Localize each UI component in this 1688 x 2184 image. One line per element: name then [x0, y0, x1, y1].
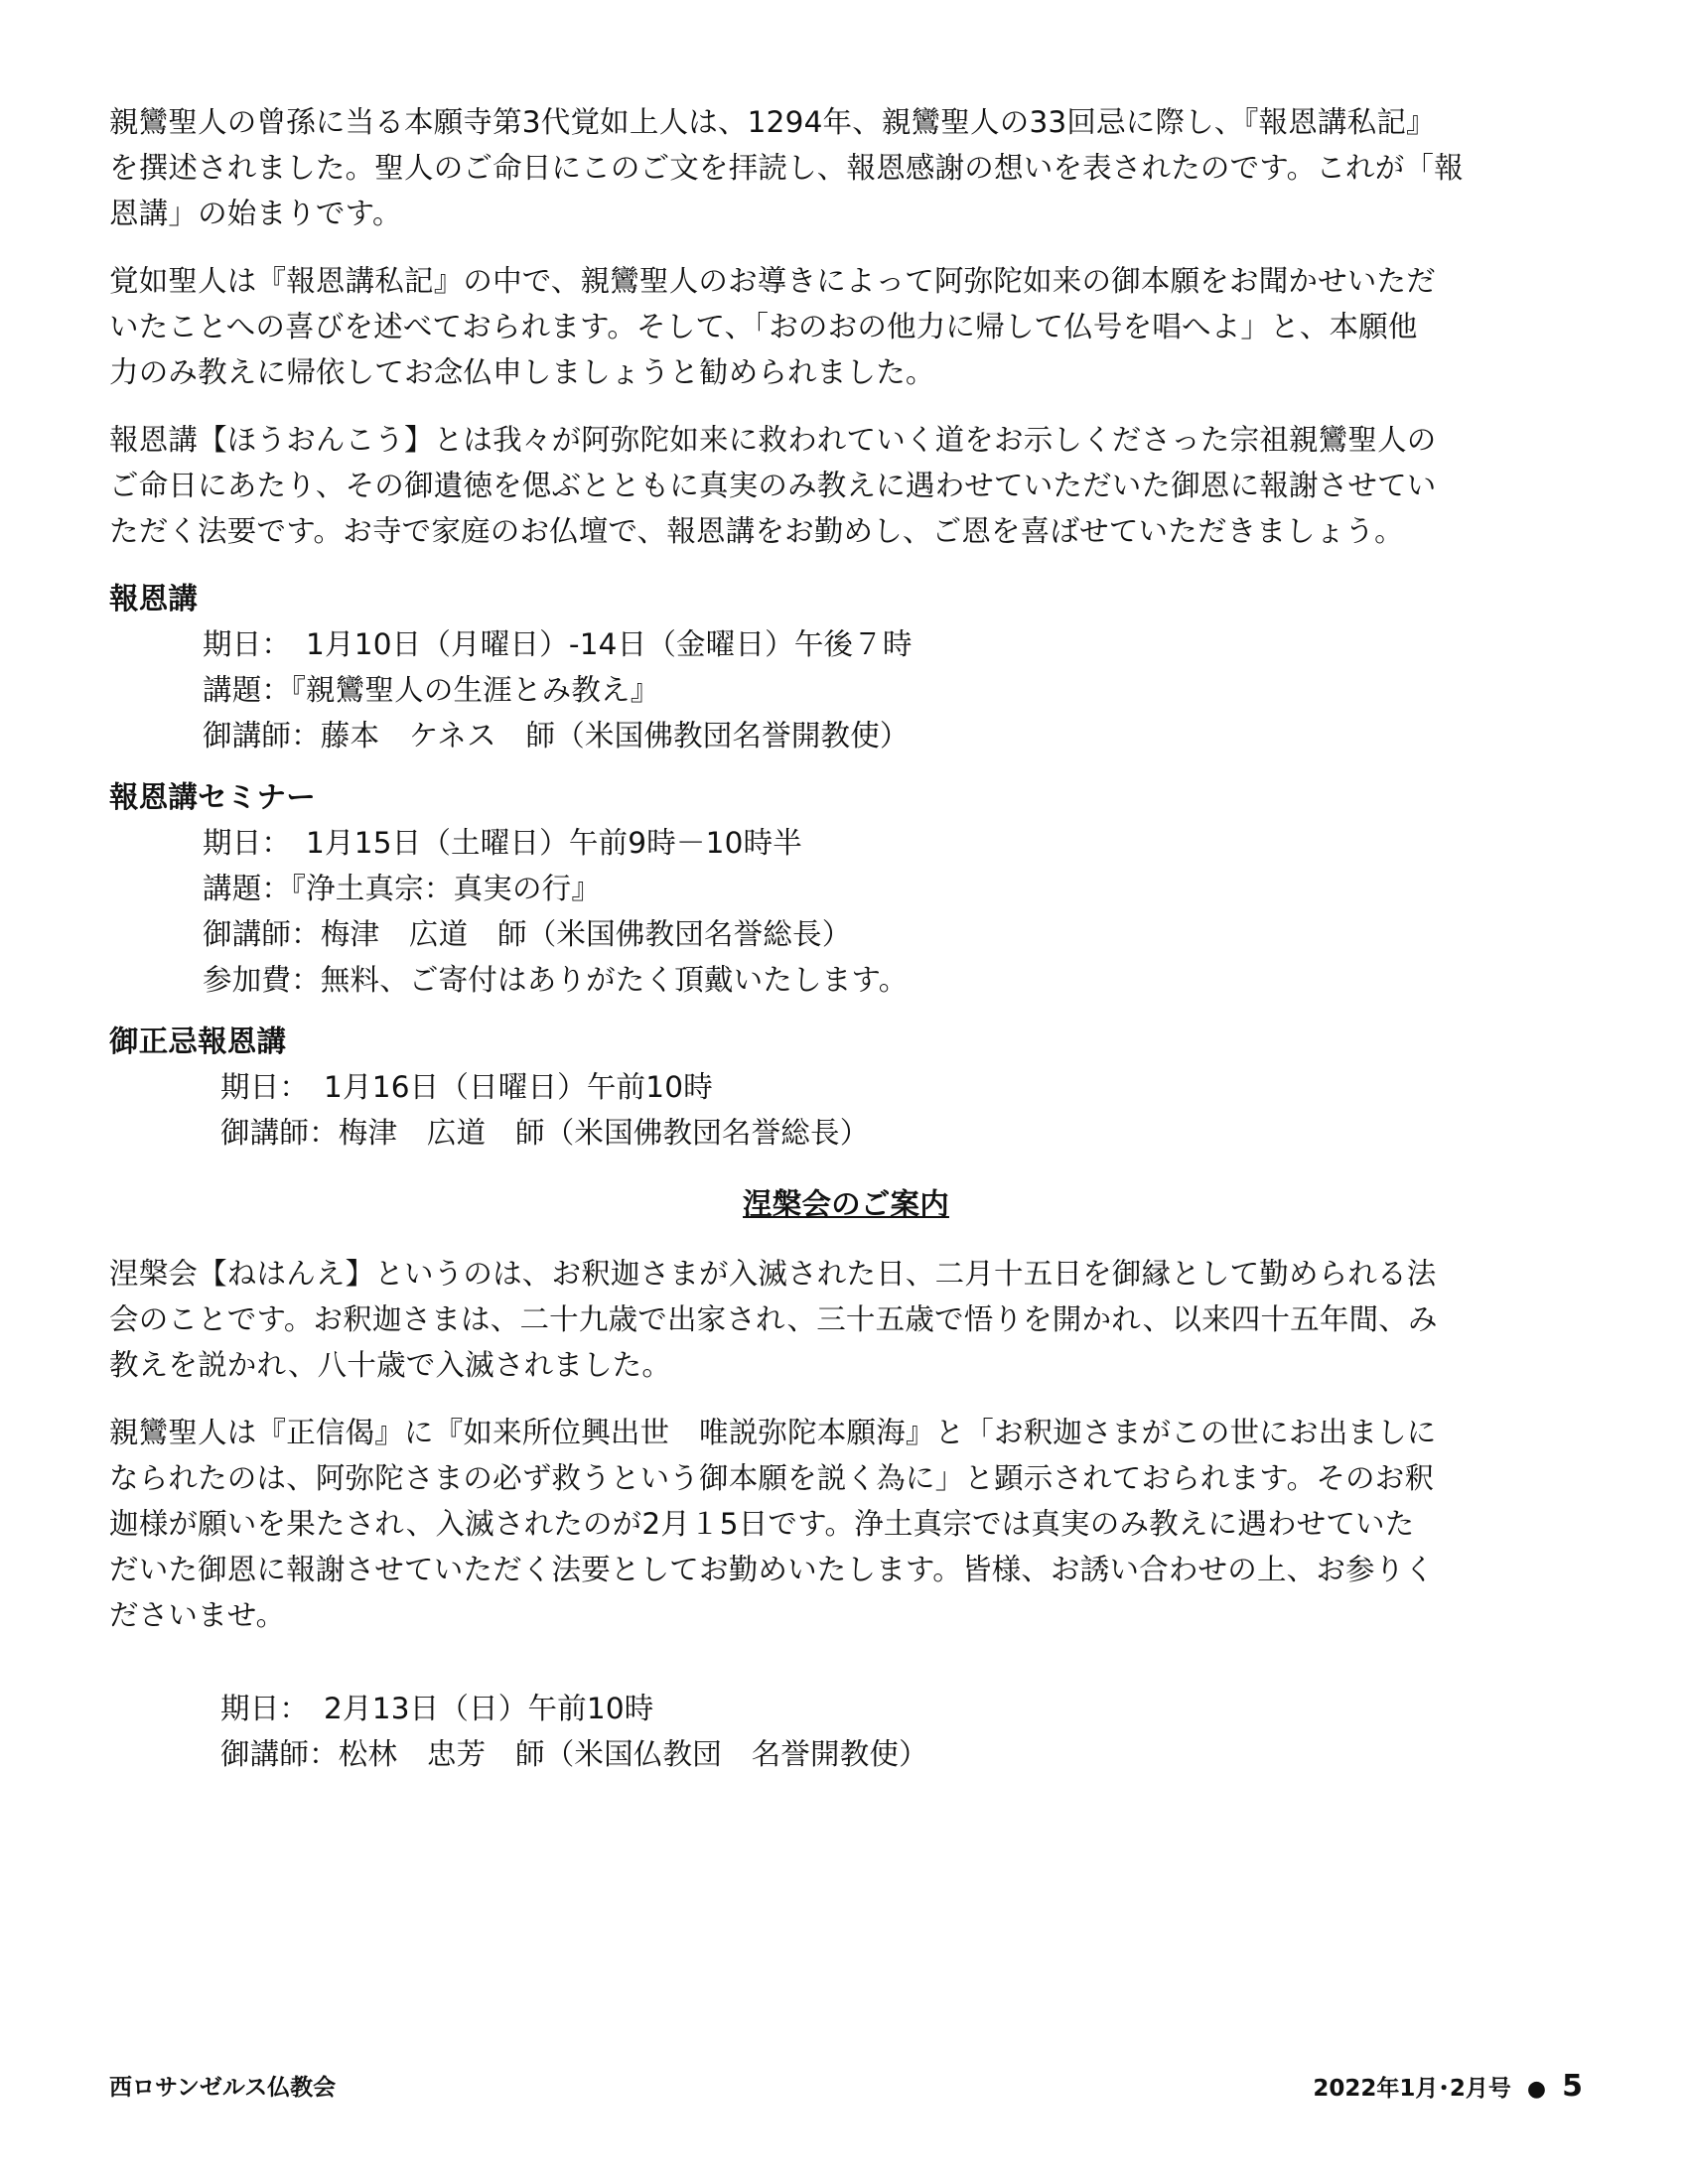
footer-issue: 2022年1月･2月号 — [1313, 2076, 1511, 2102]
footer-issue-info — [1313, 2069, 1583, 2104]
seminar-title: 報恩講セミナー — [109, 780, 316, 814]
event-speaker: 御講師：梅津 広道 師（米国佛教団名誉総長） — [203, 917, 852, 951]
text-line: ただく法要です。お寺で家庭のお仏壇で、報恩講をお勤めし、ご恩を喜ばせていただきましょう。 — [109, 514, 1404, 548]
hoonko-details — [109, 621, 1583, 758]
hoonko-title: 報恩講 — [109, 582, 199, 615]
text-line: だいた御恩に報謝させていただく法要としてお勤めいたします。皆様、お誘い合わせの上、お参りく — [109, 1553, 1435, 1586]
goshoki-title: 御正忌報恩講 — [109, 1024, 287, 1058]
text-line: 覚如聖人は『報恩講私記』の中で、親鸞聖人のお導きによって阿弥陀如来の御本願をお聞かせいただ — [109, 264, 1436, 298]
text-line: 恩講」の始まりです。 — [109, 197, 402, 230]
seminar-details — [109, 820, 1583, 1003]
event-topic: 講題：『浄土真宗：真実の行』 — [203, 872, 602, 905]
text-line: 報恩講【ほうおんこう】とは我々が阿弥陀如来に救われていく道をお示しくださった宗祖親鸞聖人の — [109, 423, 1437, 457]
text-line: 会のことです。お釈迦さまは、二十九歳で出家され、三十五歳で悟りを開かれ、以来四十五年間、み — [109, 1302, 1438, 1336]
event-date: 期日： 1月15日（土曜日）午前9時－10時半 — [203, 826, 802, 860]
text-line: ださいませ。 — [109, 1598, 286, 1632]
text-line: 教えを説かれ、八十歳で入滅されました。 — [109, 1348, 672, 1382]
bullet-icon: ● — [1526, 2077, 1547, 2102]
text-line: 迦様が願いを果たされ、入滅されたのが2月１5日です。浄土真宗では真実のみ教えに遇わせていた — [109, 1507, 1415, 1541]
intro-paragraph-1 — [109, 99, 1583, 236]
text-line: 力のみ教えに帰依してお念仏申しましょうと勧められました。 — [109, 355, 935, 389]
event-date: 期日： 1月10日（月曜日）-14日（金曜日）午後７時 — [203, 627, 913, 661]
event-date: 期日： 1月16日（日曜日）午前10時 — [220, 1070, 713, 1104]
footer-org: 西ロサンゼルス仏教会 — [109, 2075, 337, 2101]
nehan-details — [109, 1686, 1583, 1777]
text-line: を撰述されました。聖人のご命日にこのご文を拝読し、報恩感謝の想いを表されたのです。これが「報 — [109, 151, 1464, 185]
event-date: 期日： 2月13日（日）午前10時 — [220, 1692, 654, 1725]
intro-paragraph-3 — [109, 417, 1583, 554]
text-line: いたことへの喜びを述べておられます。そして、「おのおの他力に帰して仏号を唱へよ」と、本願他 — [109, 310, 1418, 343]
event-speaker: 御講師：松林 忠芳 師（米国仏教団 名誉開教使） — [220, 1737, 928, 1771]
nehan-paragraph-1 — [109, 1251, 1583, 1388]
nehan-paragraph-2 — [109, 1410, 1583, 1638]
text-line: 親鸞聖人の曾孫に当る本願寺第3代覚如上人は、1294年、親鸞聖人の33回忌に際し、『報恩講私記』 — [109, 105, 1436, 139]
text-line: 親鸞聖人は『正信偈』に『如来所位興出世 唯説弥陀本願海』と「お釈迦さまがこの世にお出ましに — [109, 1416, 1437, 1449]
page-footer — [109, 2069, 1583, 2104]
page-content — [109, 99, 1583, 1787]
nehan-heading: 涅槃会のご案内 — [743, 1187, 949, 1221]
text-line: 涅槃会【ねはんえ】というのは、お釈迦さまが入滅された日、二月十五日を御縁として勤められる法 — [109, 1257, 1437, 1291]
page-number: 5 — [1562, 2069, 1583, 2104]
event-speaker: 御講師：藤本 ケネス 師（米国佛教団名誉開教使） — [203, 719, 910, 752]
goshoki-details — [109, 1064, 1583, 1156]
text-line: ご命日にあたり、その御遺徳を偲ぶとともに真実のみ教えに遇わせていただいた御恩に報謝させてい — [109, 469, 1437, 502]
event-fee: 参加費：無料、ご寄付はありがたく頂戴いたします。 — [203, 963, 909, 997]
text-line: なられたのは、阿弥陀さまの必ず救うという御本願を説く為に」と顕示されておられます。そのお釈 — [109, 1461, 1435, 1495]
intro-paragraph-2 — [109, 258, 1583, 395]
event-speaker: 御講師：梅津 広道 師（米国佛教団名誉総長） — [220, 1116, 870, 1150]
event-topic: 講題：『親鸞聖人の生涯とみ教え』 — [203, 673, 660, 707]
